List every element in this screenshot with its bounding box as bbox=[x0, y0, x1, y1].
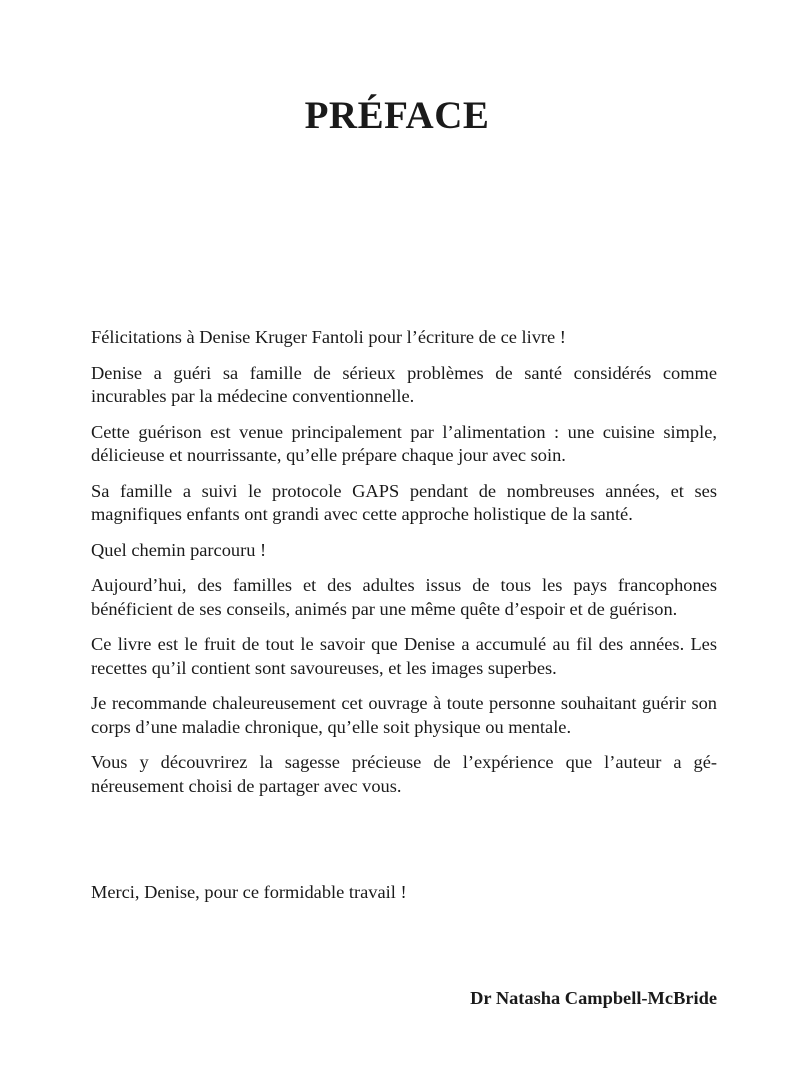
paragraph: Vous y découvrirez la sagesse précieuse de l’expérience que l’auteur a généreusement choisi de partager avec vous. bbox=[91, 752, 717, 796]
preface-body bbox=[91, 326, 717, 810]
page-title: PRÉFACE bbox=[304, 94, 490, 137]
closing-line: Merci, Denise, pour ce formidable travail ! bbox=[91, 882, 407, 902]
paragraph: Ce livre est le fruit de tout le savoir que Denise a accumulé au fil des années. Les recettes qu’il contient sont savoureuses, et les images superbes. bbox=[91, 634, 717, 678]
paragraph: Aujourd’hui, des familles et des adultes issus de tous les pays francophones bénéficient de ses conseils, animés par une même quête d’espoir et de guérison. bbox=[91, 575, 717, 619]
author-signature: Dr Natasha Campbell-McBride bbox=[470, 988, 717, 1008]
paragraph: Cette guérison est venue principalement par l’alimentation : une cuisine simple, délicieuse et nourrissante, qu’elle prépare chaque jour avec soin. bbox=[91, 421, 717, 465]
paragraph: Quel chemin parcouru ! bbox=[91, 539, 267, 560]
paragraph: Denise a guéri sa famille de sérieux problèmes de santé considérés comme incurables par la médecine conventionnelle. bbox=[91, 362, 717, 406]
paragraph: Je recommande chaleureusement cet ouvrage à toute personne souhaitant guérir son corps d’une maladie chronique, qu’elle soit physique ou mentale. bbox=[91, 693, 717, 737]
paragraph: Félicitations à Denise Kruger Fantoli pour l’écriture de ce livre ! bbox=[91, 327, 566, 347]
paragraph: Sa famille a suivi le protocole GAPS pendant de nombreuses années, et ses magnifiques enfants ont grandi avec cette approche holistique de la santé. bbox=[91, 480, 717, 524]
